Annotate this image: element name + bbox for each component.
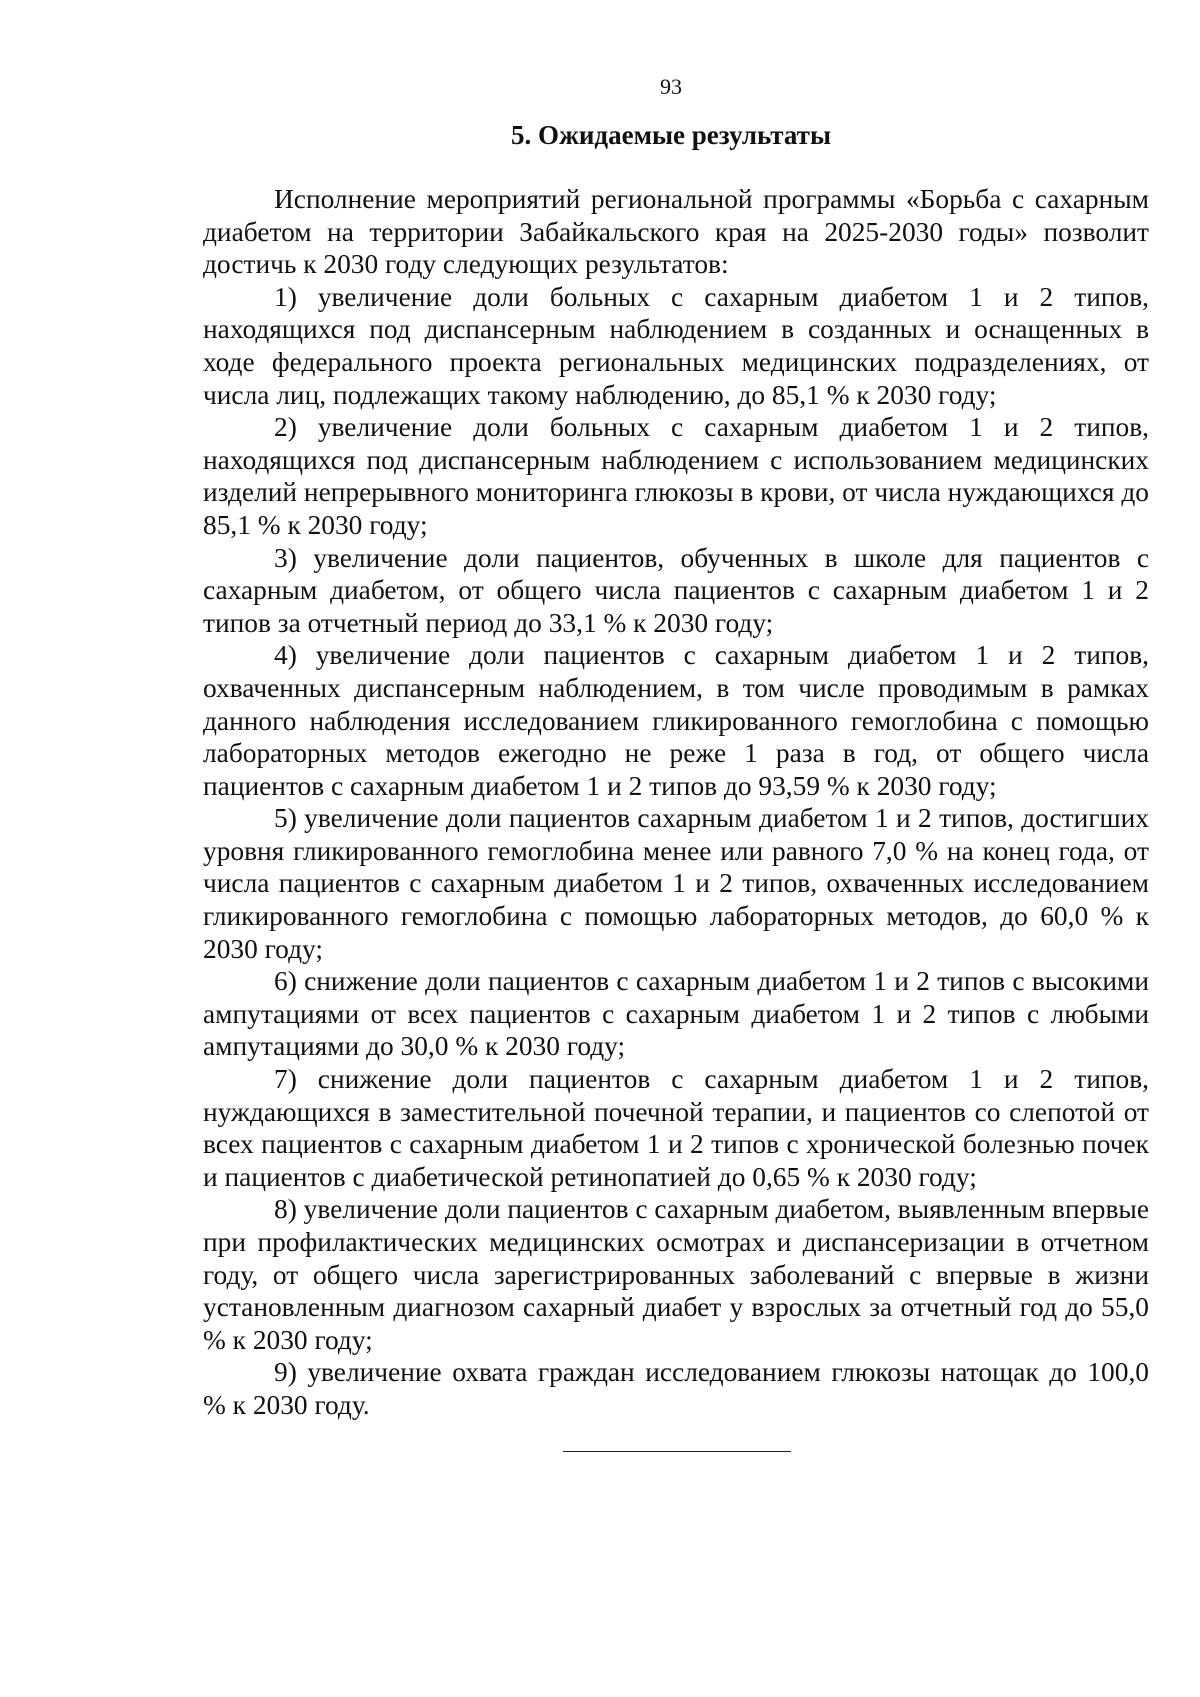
result-item-1: 1) увеличение доли больных с сахарным диабетом 1 и 2 типов, находящихся под диспансерным наблюдением в созданных и оснащенных в ходе федерального проекта региональных медицинских подразделениях, от числа лиц, подлежащих такому наблюдению, до 85,1 % к 2030 году; [203, 281, 1149, 410]
result-item-9: 9) увеличение охвата граждан исследованием глюкозы натощак до 100,0 % к 2030 году. [203, 1357, 1149, 1420]
page-number: 93 [660, 74, 682, 99]
result-item-8: 8) увеличение доли пациентов с сахарным диабетом, выявленным впервые при профилактических медицинских осмотрах и диспансеризации в отчетном году, от общего числа зарегистрированных заболеваний с впервые в жизни установленным диагнозом сахарный диабет у взрослых за отчетный год до 55,0 % к 2030 году; [203, 1194, 1149, 1355]
result-item-4: 4) увеличение доли пациентов с сахарным диабетом 1 и 2 типов, охваченных диспансерным наблюдением, в том числе проводимым в рамках данного наблюдения исследованием гликированного гемоглобина с помощью лабораторных методов ежегодно не реже 1 раза в год, от общего числа пациентов с сахарным диабетом 1 и 2 типов до 93,59 % к 2030 году; [203, 640, 1149, 801]
result-item-3: 3) увеличение доли пациентов, обученных в школе для пациентов с сахарным диабетом, от общего числа пациентов с сахарным диабетом 1 и 2 типов за отчетный период до 33,1 % к 2030 году; [203, 542, 1149, 638]
result-item-2: 2) увеличение доли больных с сахарным диабетом 1 и 2 типов, находящихся под диспансерным наблюдением с использованием медицинских изделий непрерывного мониторинга глюкозы в крови, от числа нуждающихся до 85,1 % к 2030 году; [203, 412, 1149, 540]
body-text [203, 183, 1149, 1422]
result-item-6: 6) снижение доли пациентов с сахарным диабетом 1 и 2 типов с высокими ампутациями от всех пациентов с сахарным диабетом 1 и 2 типов с любыми ампутациями до 30,0 % к 2030 году; [203, 966, 1149, 1062]
section-title: 5. Ожидаемые результаты [510, 120, 832, 150]
end-of-section-rule [563, 1451, 791, 1452]
result-item-5: 5) увеличение доли пациентов сахарным диабетом 1 и 2 типов, достигших уровня гликированного гемоглобина менее или равного 7,0 % на конец года, от числа пациентов с сахарным диабетом 1 и 2 типов, охваченных исследованием гликированного гемоглобина с помощью лабораторных методов, до 60,0 % к 2030 году; [203, 803, 1149, 964]
intro-paragraph: Исполнение мероприятий региональной программы «Борьба с сахарным диабетом на территории Забайкальского края на 2025-2030 годы» позволит достичь к 2030 году следующих результатов: [203, 184, 1149, 280]
result-item-7: 7) снижение доли пациентов с сахарным диабетом 1 и 2 типов, нуждающихся в заместительной почечной терапии, и пациентов со слепотой от всех пациентов с сахарным диабетом 1 и 2 типов с хронической болезнью почек и пациентов с диабетической ретинопатией до 0,65 % к 2030 году; [203, 1064, 1149, 1192]
